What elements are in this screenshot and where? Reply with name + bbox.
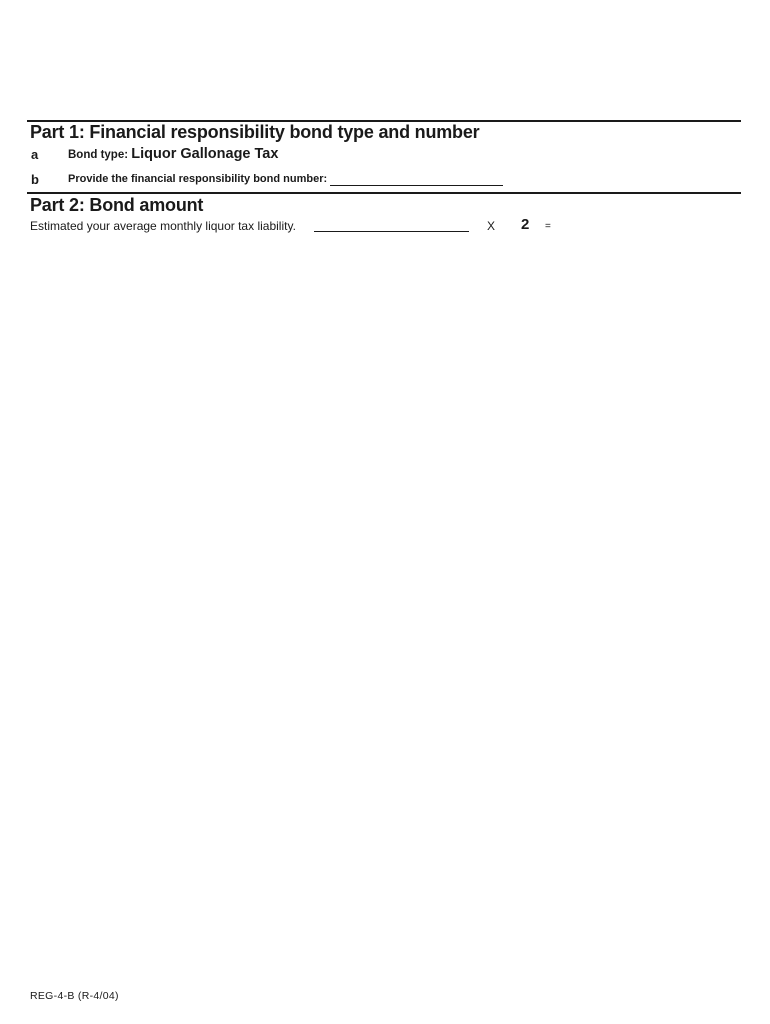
bond-type-row [68,146,278,162]
part2-top-rule [27,192,741,194]
bond-number-field[interactable] [330,185,503,186]
row-a-letter: a [31,147,39,162]
equals-sign: = [545,221,551,232]
estimate-field[interactable] [314,231,469,232]
bond-type-label: Bond type: [68,149,129,161]
multiplier-value: 2 [521,216,530,233]
part2-heading: Part 2: Bond amount [30,195,204,215]
form-id: REG-4-B (R-4/04) [30,990,119,1002]
estimate-label: Estimated your average monthly liquor tax liability. [30,219,296,233]
row-b-letter: b [31,172,39,187]
bond-type-value: Liquor Gallonage Tax [131,146,279,162]
bond-number-label: Provide the financial responsibility bond number: [68,173,328,185]
multiply-sign: X [487,219,496,233]
part1-heading: Part 1: Financial responsibility bond type and number [30,122,480,142]
